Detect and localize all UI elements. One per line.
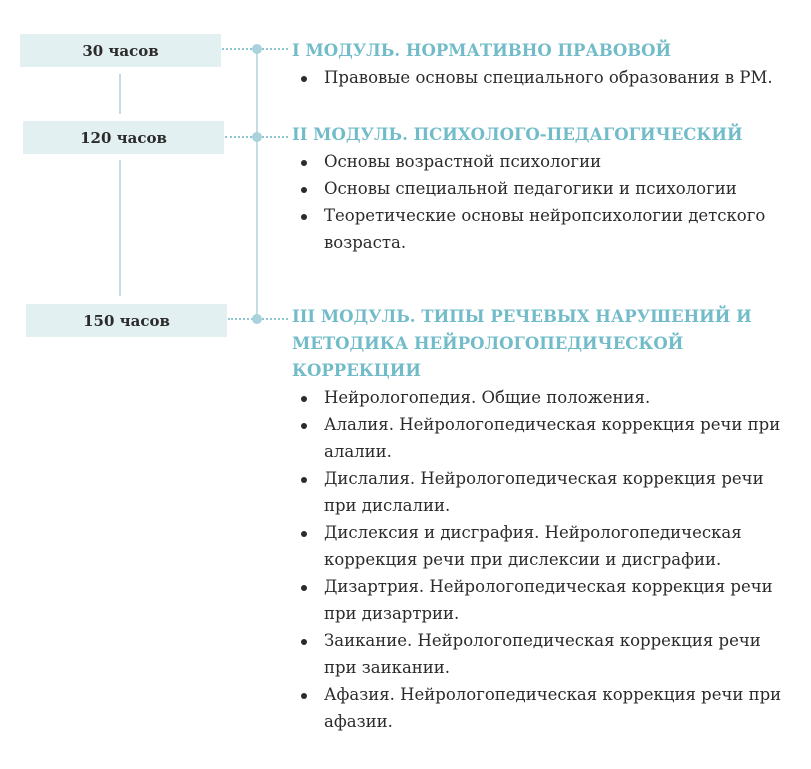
- list-item: Дислексия и дисграфия. Нейрологопедическая коррекция речи при дислексии и дисграфии.: [292, 519, 787, 573]
- list-item: Основы специальной педагогики и психологии: [292, 175, 787, 202]
- dotted-connector: [222, 48, 256, 50]
- module-1: [292, 37, 787, 91]
- dotted-connector: [262, 48, 288, 50]
- module-title: II МОДУЛЬ. ПСИХОЛОГО-ПЕДАГОГИЧЕСКИЙ: [292, 125, 743, 144]
- list-item: Правовые основы специального образования в РМ.: [292, 64, 787, 91]
- hours-badge-label: 150 часов: [83, 311, 170, 330]
- list-item: Афазия. Нейрологопедическая коррекция речи при афазии.: [292, 681, 787, 735]
- timeline-node: [252, 132, 262, 142]
- hours-badge-module-2: [23, 121, 224, 154]
- hours-badge-module-3: [26, 304, 227, 337]
- module-3: [292, 303, 787, 735]
- timeline-node: [252, 314, 262, 324]
- list-item: Нейрологопедия. Общие положения.: [292, 384, 787, 411]
- module-item-list: [292, 64, 787, 91]
- list-item: Дизартрия. Нейрологопедическая коррекция речи при дизартрии.: [292, 573, 787, 627]
- hours-badge-label: 120 часов: [80, 128, 167, 147]
- hours-badge-module-1: [20, 34, 221, 67]
- timeline-line: [256, 48, 258, 320]
- badge-connector: [119, 74, 121, 114]
- dotted-connector: [262, 136, 288, 138]
- dotted-connector: [262, 318, 288, 320]
- list-item: Заикание. Нейрологопедическая коррекция речи при заикании.: [292, 627, 787, 681]
- hours-badge-label: 30 часов: [82, 41, 159, 60]
- module-item-list: [292, 148, 787, 256]
- module-title: I МОДУЛЬ. НОРМАТИВНО ПРАВОВОЙ: [292, 41, 672, 60]
- list-item: Основы возрастной психологии: [292, 148, 787, 175]
- module-2: [292, 121, 787, 256]
- module-title: III МОДУЛЬ. ТИПЫ РЕЧЕВЫХ НАРУШЕНИЙ И МЕТОДИКА НЕЙРОЛОГОПЕДИЧЕСКОЙ КОРРЕКЦИИ: [292, 307, 752, 380]
- list-item: Теоретические основы нейропсихологии детского возраста.: [292, 202, 787, 256]
- module-item-list: [292, 384, 787, 735]
- badge-connector: [119, 160, 121, 296]
- list-item: Алалия. Нейрологопедическая коррекция речи при алалии.: [292, 411, 787, 465]
- list-item: Дислалия. Нейрологопедическая коррекция речи при дислалии.: [292, 465, 787, 519]
- timeline-node: [252, 44, 262, 54]
